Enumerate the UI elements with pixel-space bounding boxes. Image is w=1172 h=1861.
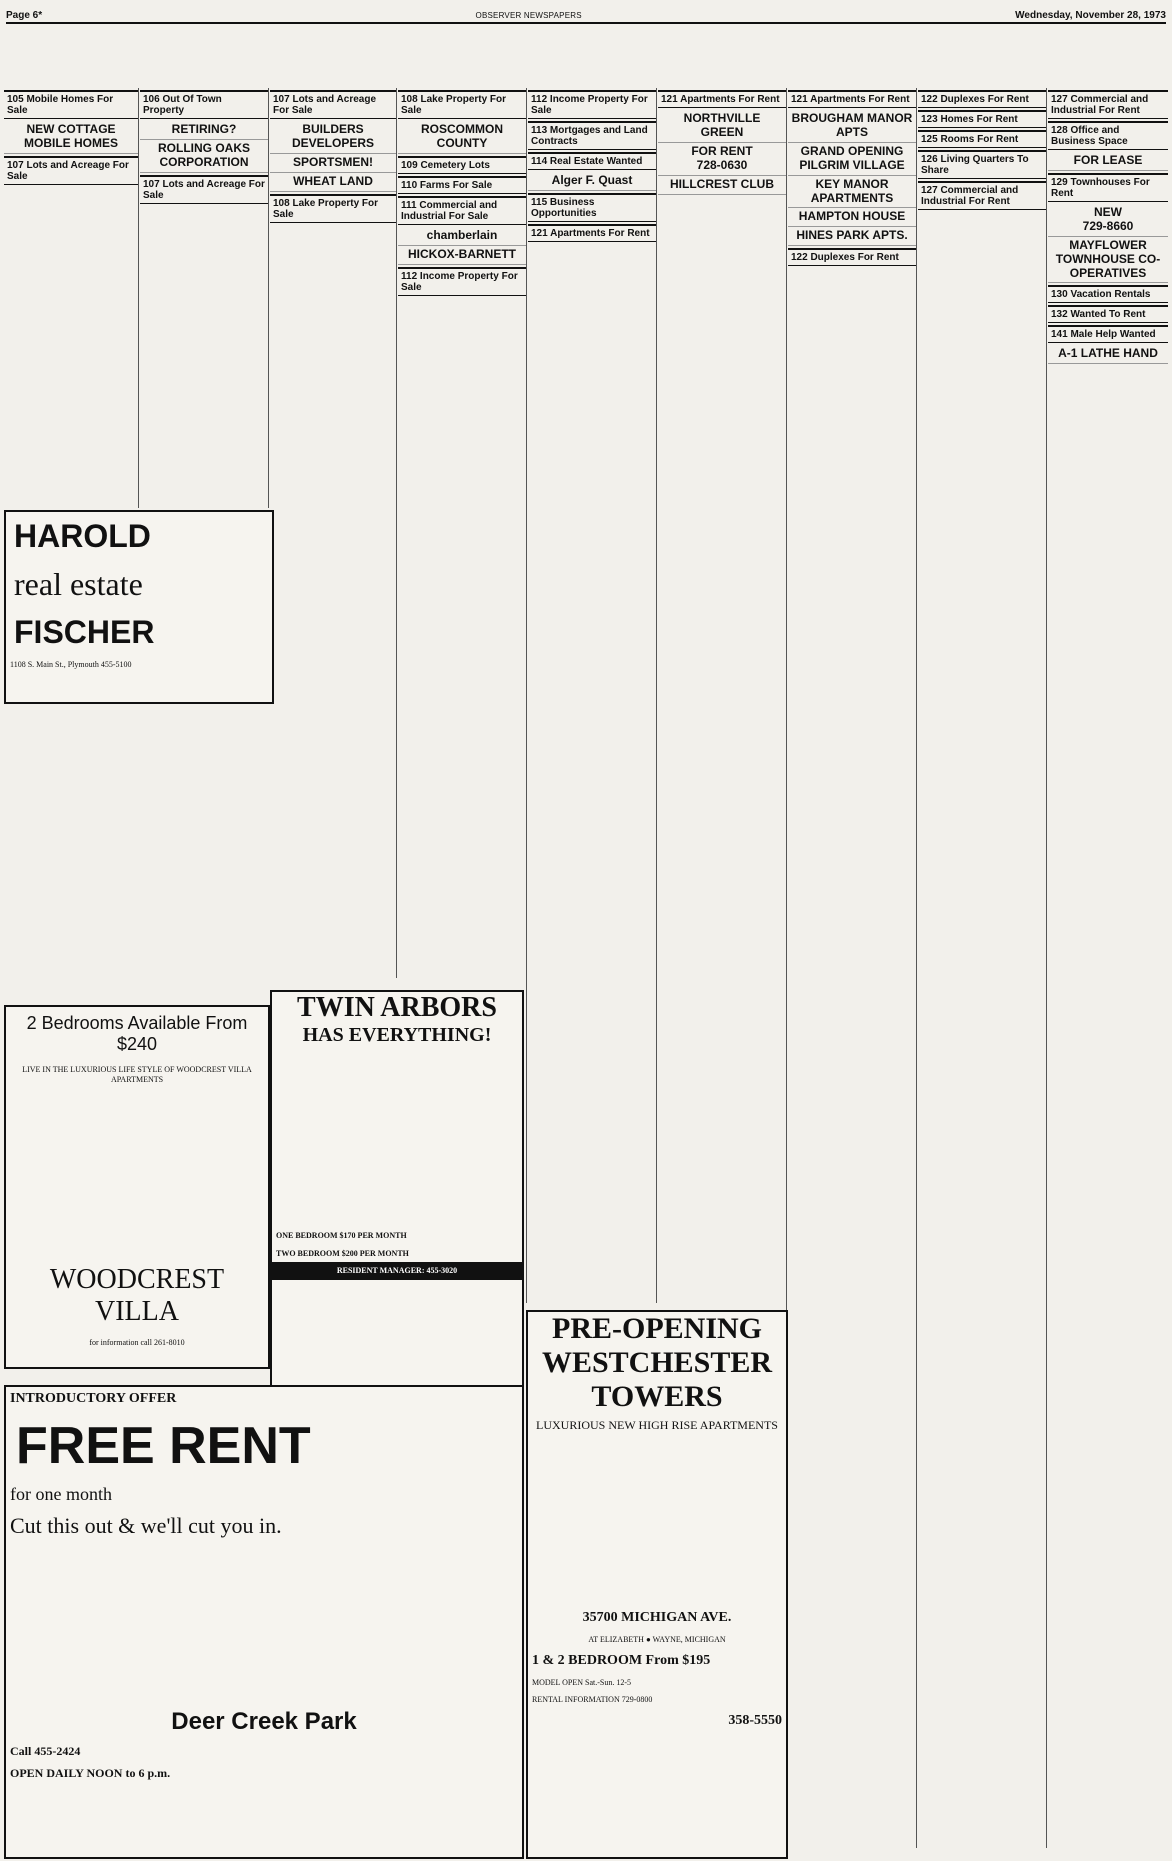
page-number: Page 6* [6, 9, 43, 21]
ad-tagline: Cut this out & we'll cut you in. [10, 1513, 282, 1539]
classified-ad: ROLLING OAKS CORPORATION [140, 140, 268, 173]
section-heading: 106 Out Of Town Property [140, 90, 268, 119]
ad-name: WOODCREST VILLA [49, 1264, 225, 1328]
section-heading: 112 Income Property For Sale [398, 267, 526, 296]
section-heading: 127 Commercial and Industrial For Rent [1048, 90, 1168, 119]
westchester-towers-ad [526, 1310, 788, 1859]
classified-ad: A-1 LATHE HAND [1048, 345, 1168, 364]
section-heading: 114 Real Estate Wanted [528, 152, 656, 170]
ad-title: FREE RENT [16, 1416, 311, 1475]
section-heading: 130 Vacation Rentals [1048, 285, 1168, 303]
ad-price: TWO BEDROOM $200 PER MONTH [276, 1248, 409, 1258]
section-heading: 112 Income Property For Sale [528, 90, 656, 119]
classified-ad: ROSCOMMON COUNTY [398, 121, 526, 154]
classified-ad: KEY MANOR APARTMENTS [788, 176, 916, 209]
section-heading: 121 Apartments For Rent [788, 90, 916, 108]
section-heading: 109 Cemetery Lots [398, 156, 526, 174]
section-heading: 113 Mortgages and Land Contracts [528, 121, 656, 150]
ad-phone: Call 455-2424 [10, 1743, 81, 1758]
section-heading: 108 Lake Property For Sale [398, 90, 526, 119]
classified-ad: BUILDERS DEVELOPERS [270, 121, 396, 154]
issue-date: Wednesday, November 28, 1973 [1015, 9, 1166, 21]
ad-subtitle: for one month [10, 1483, 112, 1504]
classified-ad: SPORTSMEN! [270, 154, 396, 173]
section-heading: 107 Lots and Acreage For Sale [140, 175, 268, 204]
ad-price: ONE BEDROOM $170 PER MONTH [276, 1231, 407, 1240]
ad-hours: OPEN DAILY NOON to 6 p.m. [10, 1766, 171, 1781]
classified-ad: NEW 729-8660 [1048, 204, 1168, 237]
section-heading: 125 Rooms For Rent [918, 130, 1046, 148]
ad-subtitle: HAS EVERYTHING! [302, 1024, 492, 1046]
classified-ad: NORTHVILLE GREEN [658, 110, 786, 143]
classified-ad: GRAND OPENING PILGRIM VILLAGE [788, 143, 916, 176]
section-heading: 105 Mobile Homes For Sale [4, 90, 138, 119]
column-5 [528, 88, 657, 1303]
ad-brand-line: real estate [14, 566, 143, 602]
ad-title: PRE-OPENING WESTCHESTER TOWERS [541, 1312, 773, 1413]
page-header [6, 8, 1166, 24]
section-heading: 141 Male Help Wanted [1048, 325, 1168, 343]
ad-brand-line: FISCHER [14, 614, 155, 650]
column-9 [1048, 88, 1168, 1848]
ad-management: 358-5550 [728, 1712, 782, 1728]
classified-ad: BROUGHAM MANOR APTS [788, 110, 916, 143]
column-1 [4, 88, 139, 508]
woodcrest-villa-ad [4, 1005, 270, 1369]
section-heading: 121 Apartments For Rent [658, 90, 786, 108]
ad-brand-line: HAROLD [14, 518, 151, 554]
section-heading: 107 Lots and Acreage For Sale [270, 90, 396, 119]
column-2 [140, 88, 269, 508]
harold-fischer-ad [4, 510, 274, 704]
classified-ad: RETIRING? [140, 121, 268, 140]
classified-ad: HINES PARK APTS. [788, 227, 916, 246]
classified-ad: HICKOX-BARNETT [398, 246, 526, 265]
section-heading: 122 Duplexes For Rent [918, 90, 1046, 108]
ad-address: 1108 S. Main St., Plymouth 455-5100 [10, 660, 132, 669]
ad-subtitle: LUXURIOUS NEW HIGH RISE APARTMENTS [536, 1418, 778, 1432]
ad-info: RENTAL INFORMATION 729-0800 [532, 1695, 653, 1705]
classified-ad: HILLCREST CLUB [658, 176, 786, 195]
classified-ad: WHEAT LAND [270, 173, 396, 192]
section-heading: 110 Farms For Sale [398, 176, 526, 194]
ad-title: 2 Bedrooms Available From $240 [26, 1013, 248, 1054]
ad-location: AT ELIZABETH ● WAYNE, MICHIGAN [588, 1635, 726, 1645]
ad-subtitle: LIVE IN THE LUXURIOUS LIFE STYLE OF WOODCREST VILLA APARTMENTS [22, 1065, 252, 1084]
publisher-name: OBSERVER NEWSPAPERS [475, 10, 582, 20]
classified-ad: FOR RENT 728-0630 [658, 143, 786, 176]
section-heading: 128 Office and Business Space [1048, 121, 1168, 150]
section-heading: 115 Business Opportunities [528, 193, 656, 222]
section-heading: 127 Commercial and Industrial For Rent [918, 181, 1046, 210]
ad-model-hours: MODEL OPEN Sat.-Sun. 12-5 [532, 1677, 632, 1687]
ad-manager: RESIDENT MANAGER: 455-3020 [272, 1262, 522, 1280]
section-heading: 129 Townhouses For Rent [1048, 173, 1168, 202]
column-3 [270, 88, 397, 978]
ad-phone: for information call 261-8010 [89, 1338, 185, 1348]
section-heading: 132 Wanted To Rent [1048, 305, 1168, 323]
classified-ad: chamberlain [398, 227, 526, 246]
classified-ad: HAMPTON HOUSE [788, 208, 916, 227]
section-heading: 107 Lots and Acreage For Sale [4, 156, 138, 185]
ad-address: 35700 MICHIGAN AVE. [582, 1610, 732, 1626]
classified-ad: Alger F. Quast [528, 172, 656, 191]
twin-arbors-ad [270, 990, 524, 1389]
free-rent-ad [4, 1385, 524, 1859]
column-8 [918, 88, 1047, 1848]
ad-title: TWIN ARBORS [297, 992, 497, 1023]
ad-park: Deer Creek Park [171, 1707, 357, 1735]
ad-intro: INTRODUCTORY OFFER [10, 1391, 177, 1406]
section-heading: 121 Apartments For Rent [528, 224, 656, 242]
column-7 [788, 88, 917, 1848]
section-heading: 111 Commercial and Industrial For Sale [398, 196, 526, 225]
section-heading: 126 Living Quarters To Share [918, 150, 1046, 179]
section-heading: 123 Homes For Rent [918, 110, 1046, 128]
section-heading: 122 Duplexes For Rent [788, 248, 916, 266]
classified-ad: NEW COTTAGE MOBILE HOMES [4, 121, 138, 154]
ad-price: 1 & 2 BEDROOM From $195 [532, 1652, 711, 1668]
classified-ad: MAYFLOWER TOWNHOUSE CO-OPERATIVES [1048, 237, 1168, 284]
section-heading: 108 Lake Property For Sale [270, 194, 396, 223]
classified-ad: FOR LEASE [1048, 152, 1168, 171]
